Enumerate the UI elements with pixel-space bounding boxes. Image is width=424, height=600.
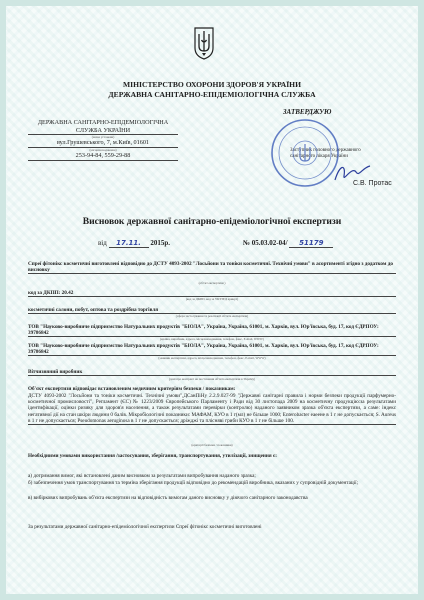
approval-role-line1: Заступник головного державного — [290, 148, 361, 153]
number-handwritten: 51179 — [289, 239, 333, 248]
applicant-caption: (заявник експертизи, адреса, місцезнаходження, телефон, факс, E-mail, WWW) — [158, 356, 266, 360]
signer-name: С.В. Протас — [353, 180, 392, 187]
producer-text: ТОВ "Науково-виробниче підприємство Натуральних продуктів "БІОЛА", Україна, Україна, 61001, м. Харків, вул. Юр'ївська, буд. 17, код ЄДРПОУ: 39786842 — [28, 324, 396, 337]
approval-title: ЗАТВЕРДЖУЮ — [283, 108, 332, 116]
service-title: ДЕРЖАВНА САНІТАРНО-ЕПІДЕМІОЛОГІЧНА СЛУЖБА — [108, 90, 316, 99]
number-row — [243, 239, 333, 248]
date-prefix: від — [98, 239, 107, 247]
applicant-text: ТОВ "Науково-виробниче підприємство Натуральних продуктів "БІОЛА", Україна, Україна, 61001, м. Харків, вул. Юр'ївська, буд. 17, код ЄДРПОУ: 39786842 — [28, 343, 396, 356]
code-caption: (код за ДКПП, код за УКТЗЕД арикул) — [185, 297, 239, 301]
authority-address-caption: (місцезнаходження) — [89, 148, 117, 152]
authority-phone: 253-94-84, 559-29-88 — [28, 152, 178, 161]
producer-role-text: Вітчизняний виробник — [28, 369, 396, 376]
condition-item-c: в) вибіркових випробувань об'єкта експертизи на відповідність вимогам даного висновку у діючого санітарного законодавства — [28, 495, 308, 501]
official-stamp-icon — [270, 118, 340, 188]
number-prefix: № 05.03.02-04/ — [243, 239, 288, 247]
expertise-caption: (критерії безпеки / показники) — [191, 443, 233, 447]
footer-text: За результатами державної санітарно-епідеміологічної експертизи Спреї фітонікс косметичні виготовлені — [28, 524, 262, 530]
date-handwritten: 17.11. — [109, 239, 149, 248]
document-title: Висновок державної санітарно-епідеміологічної експертизи — [82, 216, 342, 227]
authority-name-line1: ДЕРЖАВНА САНІТАРНО-ЕПІДЕМІОЛОГІЧНА — [37, 119, 169, 126]
condition-item-a: а) дотримання вимог, які встановлені даним висновком за результатами випробування наданого зразка; — [28, 473, 256, 479]
approval-role-line2: санітарного лікаря України — [290, 154, 348, 159]
producer-caption: (країна, виробник, адреса, місцезнаходження, телефон, факс, E-mail, WWW) — [160, 337, 264, 341]
condition-item-b: б) забезпечення умов транспортування та терміна зберігання продукції відповідно до рекомендацій виробника, вказаних у супровідній документації; — [28, 480, 359, 486]
expertise-label: Об'єкт експертизи відповідає встановленим медичним критеріям безпеки / показникам: — [28, 386, 236, 392]
code-text: код за ДКПП: 20.42 — [28, 290, 396, 297]
authority-name-caption: (назва установи) — [91, 135, 115, 139]
authority-block — [28, 119, 178, 161]
object-text: Спреї фітонікс косметичні виготовлені відповідно до ДСТУ 4093-2002 "Лосьйони та тоніки косметичні. Технічні умови" в асортименті згідно з додатком до висновку — [28, 261, 396, 274]
authority-name-line2: СЛУЖБА УКРАЇНИ — [28, 127, 178, 136]
date-row — [98, 239, 170, 248]
date-year: 2015р. — [150, 239, 170, 247]
ministry-title: МІНІСТЕРСТВО ОХОРОНИ ЗДОРОВ'Я УКРАЇНИ — [122, 80, 301, 89]
sphere-text: косметичні салони, побут, оптова та роздрібна торгівля — [28, 307, 396, 314]
expertise-text: ДСТУ 4093-2002 "Лосьйони та тоніки косметичні. Технічні умови",ДСанПіНу 2.2.9.027-99 "Державні санітарні правила і норми безпеки продукції парфумерно-косметичної промисловості", Регламент (ЄС) № 1223/2009 Європейського Парламенту і Ради від 30 листопада 2009 на косметичну продукцію:за результатами ідентифікації, оцінки ризику для здоров'я населення, а також результатами перевірки (контролю) наданого заявником зразка об'єкта експертизи, а саме: індекс негативної дії на стан шкіри людини 0 балів. Мікробіологічні показники: МАФАМ, КУО в 1 г(мл) не більше 1000; Enterobacter еаеене в 1 г не допускається; S. Aureus в 1 г не допускається; Pseudomonas aeruginosa в 1 г не допускається; дріжджі та плісняві гриби КУО в 1 г не більше 100. — [28, 393, 396, 424]
conditions-label: Необхідними умовами використання /застосування, зберігання, транспортування, утилізації, знищення є: — [28, 453, 277, 459]
producer-role-caption: (дані про контракт на постачання об'єкта експертизи в Україну) — [168, 377, 256, 381]
object-caption: (об'єкт експертизи ) — [198, 281, 226, 285]
authority-address: вул.Грушевського, 7, м.Київ, 01601 — [28, 139, 178, 148]
sphere-caption: (сфера застосування та реалізації об'єкта експертизи) — [175, 314, 249, 318]
